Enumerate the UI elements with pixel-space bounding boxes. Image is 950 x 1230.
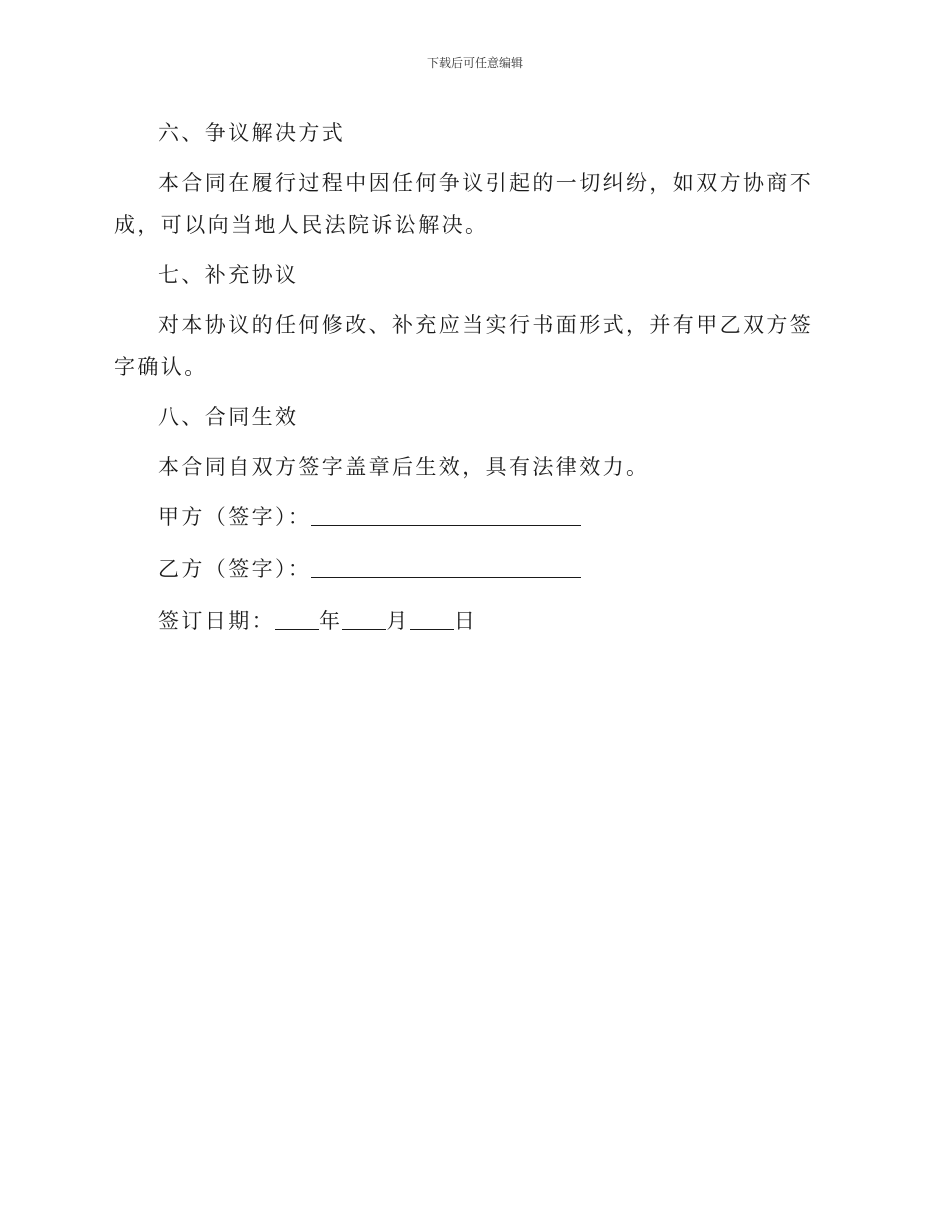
day-blank[interactable] [410, 605, 454, 630]
section-body-effective: 本合同自双方签字盖章后生效，具有法律效力。 [158, 455, 650, 479]
date-label: 签订日期： [158, 609, 275, 633]
section-heading-supplement: 七、补充协议 [158, 263, 299, 287]
party-a-signature-line [114, 496, 830, 538]
month-blank[interactable] [342, 605, 386, 630]
section-body-supplement: 对本协议的任何修改、补充应当实行书面形式，并有甲乙双方签字确认。 [114, 313, 814, 379]
party-a-signature-blank[interactable] [311, 501, 581, 526]
year-blank[interactable] [275, 605, 319, 630]
section-heading-dispute: 六、争议解决方式 [158, 121, 346, 145]
year-label: 年 [319, 609, 343, 633]
day-label: 日 [453, 609, 478, 633]
party-b-signature-blank[interactable] [311, 553, 581, 578]
party-b-signature-line [114, 548, 830, 590]
party-a-label: 甲方（签字）： [158, 505, 312, 529]
section-heading-effective: 八、合同生效 [158, 405, 299, 429]
document-body [114, 112, 830, 652]
signing-date-line [114, 600, 830, 642]
month-label: 月 [386, 609, 410, 633]
section-body-dispute: 本合同在履行过程中因任何争议引起的一切纠纷，如双方协商不成，可以向当地人民法院诉讼解决。 [114, 171, 814, 237]
page-header: 下载后可任意编辑 [426, 56, 523, 70]
party-b-label: 乙方（签字）： [158, 557, 312, 581]
